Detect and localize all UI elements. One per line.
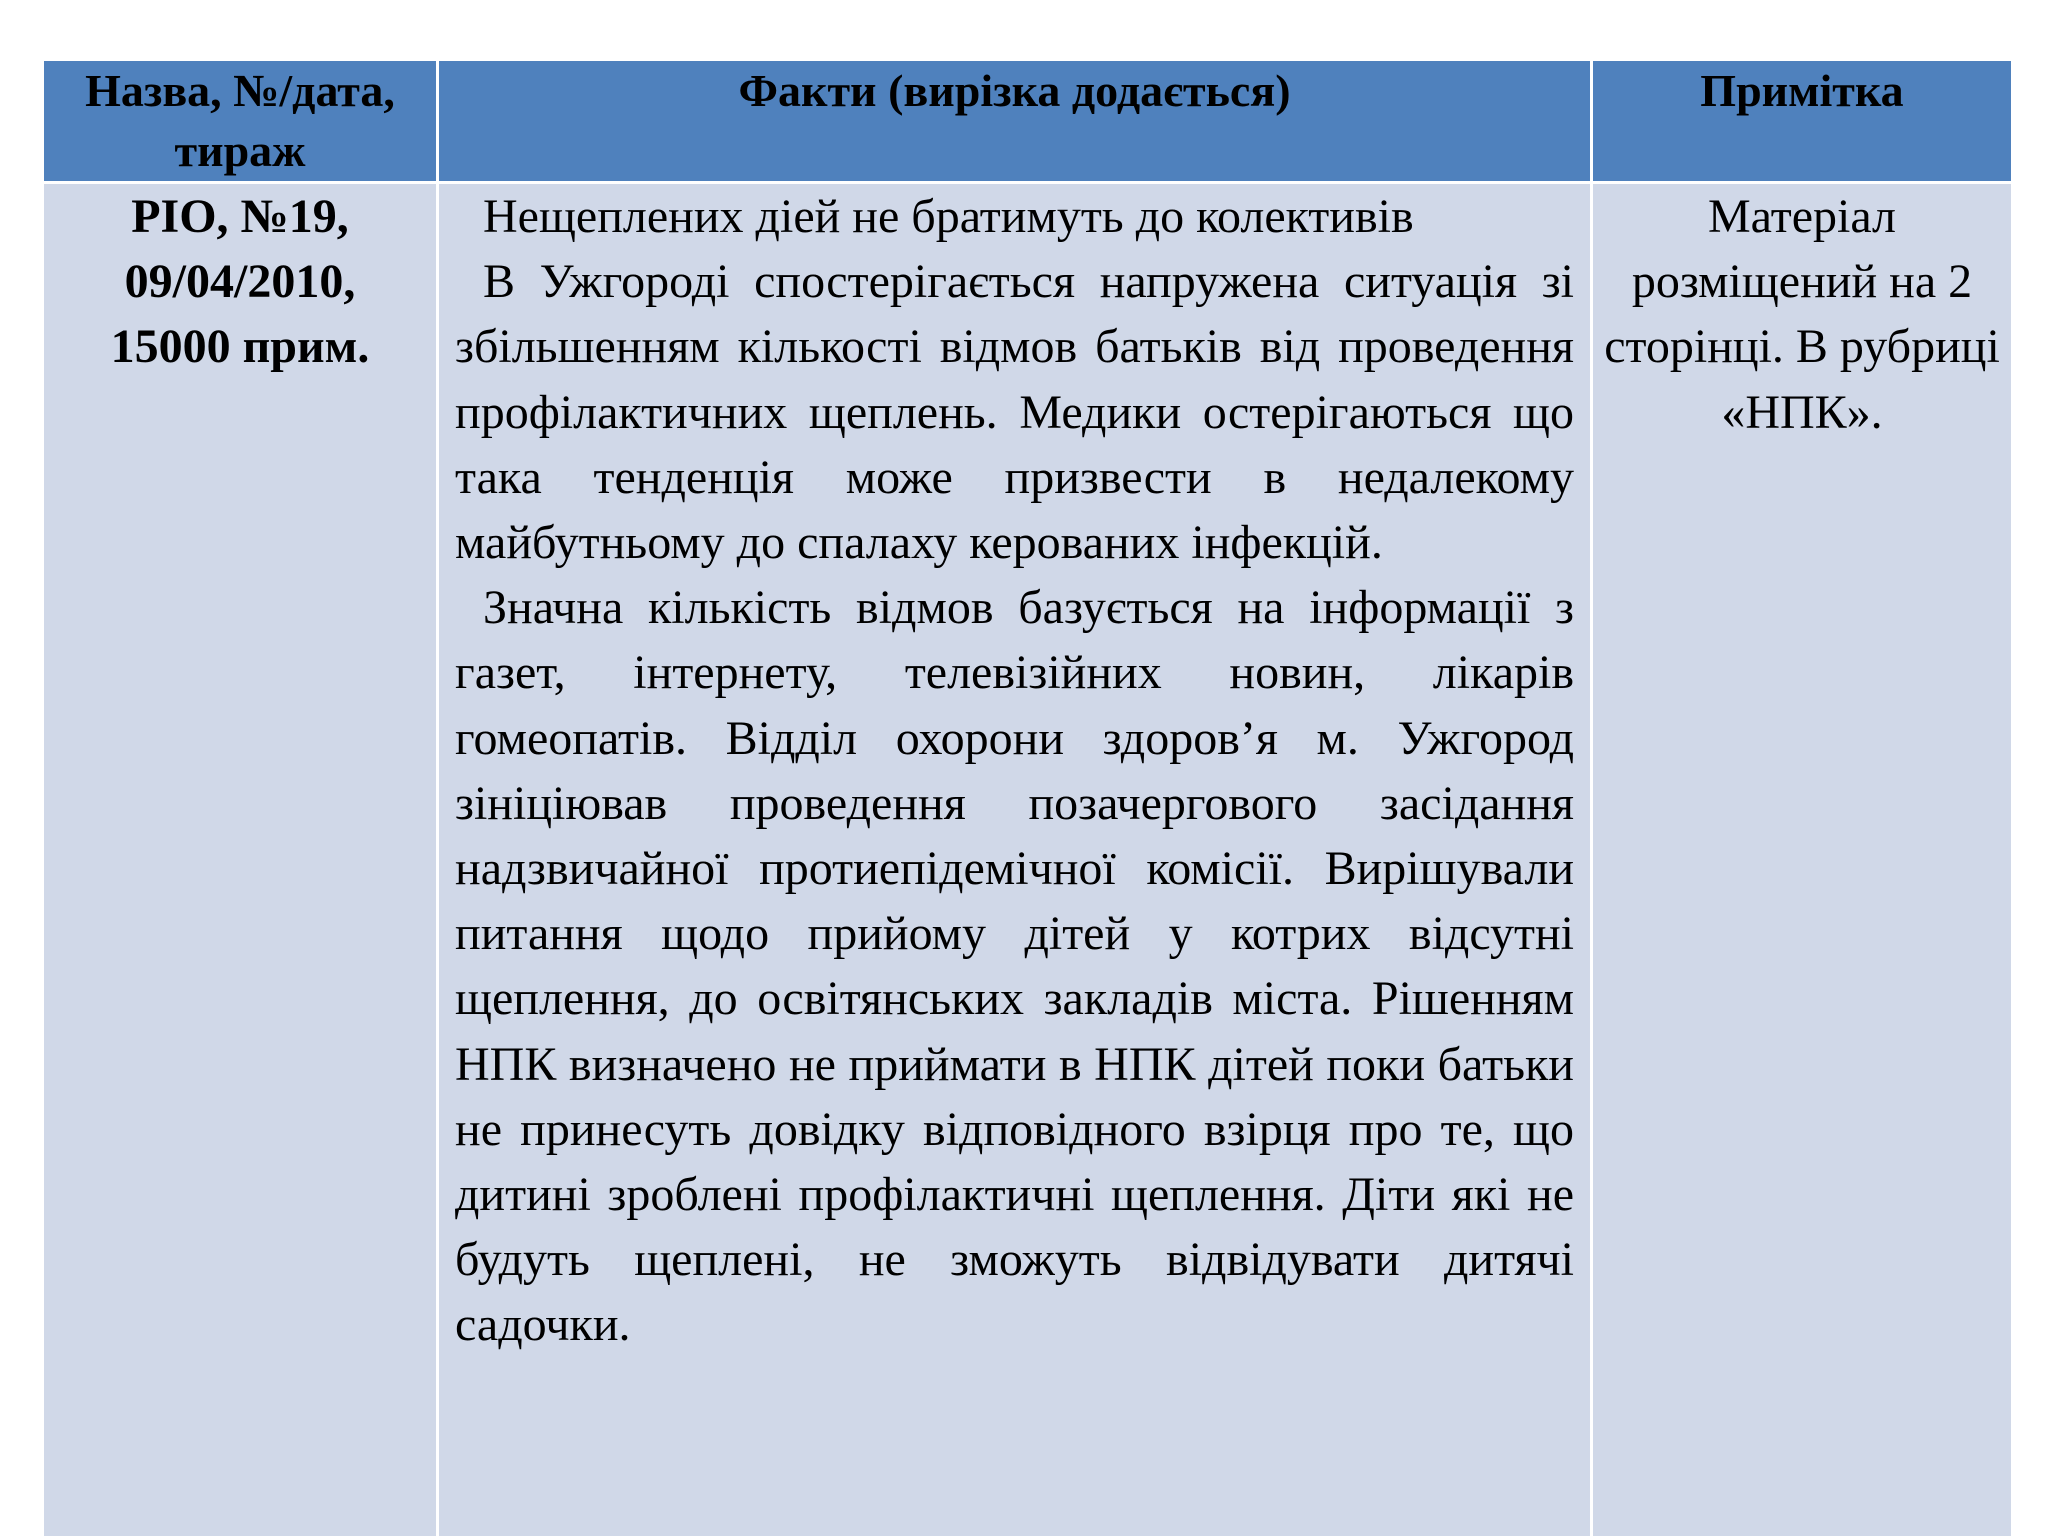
header-title-number-date-circulation: Назва, №/дата, тираж xyxy=(43,60,438,183)
press-monitoring-table xyxy=(41,58,2014,1536)
article-paragraph-2: Значна кількість відмов базується на інформації з газет, інтернету, телевізійних новин, лікарів гомеопатів. Відділ охорони здоров’я м. Ужгород зініціював проведення позачергового засідання надзвичайної протиепідемічної комісії. Вирішували питання щодо прийому дітей у котрих відсутні щеплення, до освітянських закладів міста. Рішенням НПК визначено не приймати в НПК дітей поки батьки не принесуть довідку відповідного взірця про те, що дитині зроблені профілактичні щеплення. Діти які не будуть щеплені, не зможуть відвідувати дитячі садочки. xyxy=(455,581,1574,1352)
article-paragraph-1: В Ужгороді спостерігається напружена ситуація зі збільшенням кількості відмов батьків від проведення профілактичних щеплень. Медики остерігаються що така тенденція може призвести в недалекому майбутньому до спалаху керованих інфекцій. xyxy=(455,255,1574,570)
facts-cell xyxy=(438,183,1592,1536)
table-header-row xyxy=(43,60,2013,183)
source-cell: РІО, №19, 09/04/2010, 15000 прим. xyxy=(43,183,438,1536)
header-facts: Факти (вирізка додається) xyxy=(438,60,1592,183)
article-headline: Нещеплених діей не братимуть до колективів xyxy=(483,190,1414,243)
table-row xyxy=(43,183,2013,1536)
note-cell: Матеріал розміщений на 2 сторінці. В рубриці «НПК». xyxy=(1592,183,2013,1536)
header-note: Примітка xyxy=(1592,60,2013,183)
